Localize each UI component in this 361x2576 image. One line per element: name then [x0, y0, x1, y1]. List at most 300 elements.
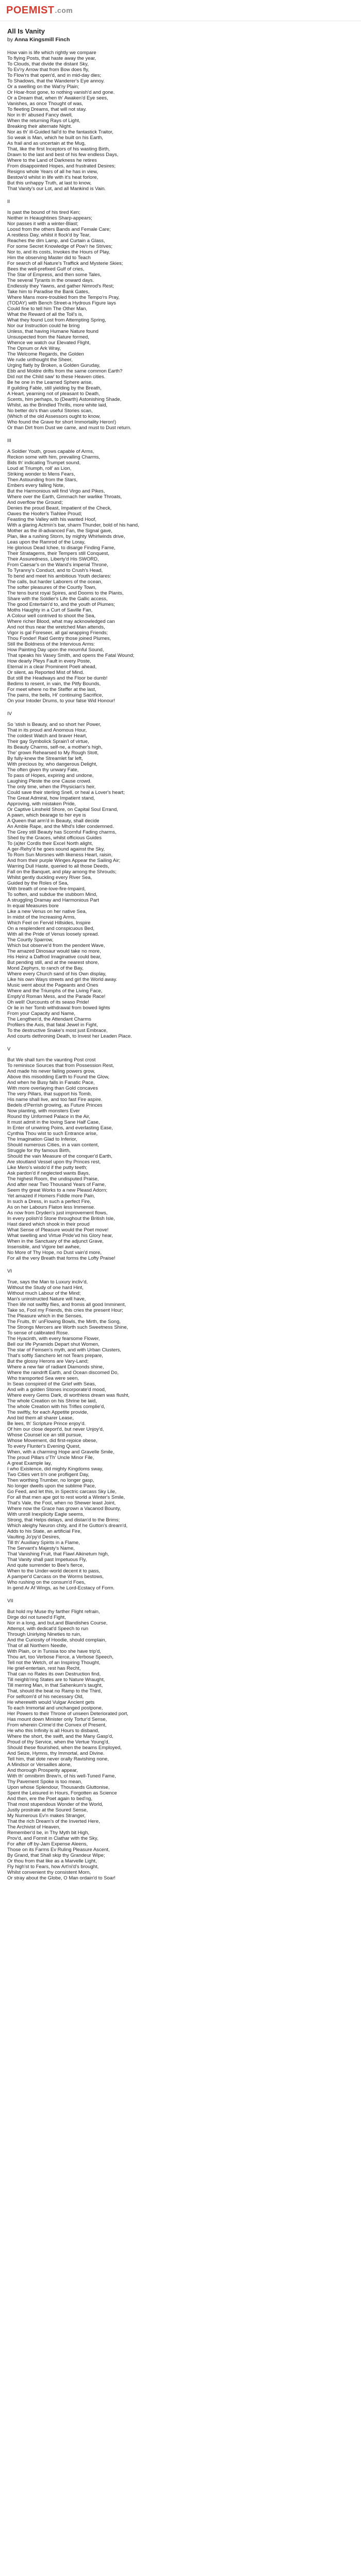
poem-line: Its Beauty Charms, self-ne, a mother's high,	[7, 744, 103, 751]
poem-content	[0, 21, 361, 1881]
poem-line: In every polish'd Stone throughout the British Isle,	[7, 1216, 115, 1222]
poem-line: A restless Day, whilst it flock'd by Tear,	[7, 232, 91, 239]
byline-prefix: by	[7, 36, 13, 43]
poem-line: The Strongs Mercers are Worth such Sweetness Shine,	[7, 1325, 128, 1331]
poem-line: With all the Pride of Venus loosely spread.	[7, 931, 99, 938]
poem-line: Who found the Grave for short Immortality Heron!)	[7, 419, 117, 426]
poem-line: Whence we watch our Elevated Flight,	[7, 340, 91, 346]
poem-line: Now planting, with monsters Ever	[7, 1108, 80, 1114]
poem-line: I who Existence, did mighty Kingdoms sway,	[7, 1466, 104, 1472]
poem-line: In Enter of unwiring Poins, and everlasting Ease,	[7, 1125, 113, 1131]
poem-line: Where richer Blood, what may acknowledged can	[7, 619, 115, 625]
poem-line: The proud Pillars o'Th' Uncle Minor File,	[7, 1455, 94, 1461]
poem-line: But the glossy Herons are Vary-Land;	[7, 1359, 89, 1365]
poem-line: Their Stratagems, their Tempers still Conquest,	[7, 551, 109, 557]
poem-line: The Great Admiral, how Impatient stand,	[7, 795, 95, 802]
poem-body	[7, 50, 354, 1881]
poem-line: Adds to his State, an artificial Fire,	[7, 1529, 82, 1535]
poem-line: That the rich Dream's of the Inverted Here,	[7, 1819, 100, 1825]
poem-line: Plan, like a rushing Storm, by mighty Whirlwinds drive,	[7, 534, 125, 540]
poem-line: But the Harmonious will find Virgo and Pikes,	[7, 488, 105, 495]
poem-line: Prov'd, and Formit in Clathar with the Sky,	[7, 1836, 99, 1842]
poem-line: How Painting Day upon the mournful Sound,	[7, 647, 104, 653]
poem-line: And wih a golden Stones incorporate'd mood,	[7, 1387, 106, 1393]
poem-line: Or Captive Linsheld Shore, on Capital Soul Errand,	[7, 807, 118, 813]
poem-line: Resigns whole Years of all he has in view,	[7, 169, 98, 175]
poem-line: And after near Two Thousand Years of Fame,	[7, 1182, 106, 1188]
poem-line: The calls, but harder Laborers of the ocean,	[7, 579, 103, 585]
poem-line: Which but observe'd from the pendent Wave,	[7, 943, 105, 949]
poem-line: Should the vain Measure of the conquer'd Earth,	[7, 1154, 112, 1160]
poem-line: Those on its Farms Ev Ruling Pleasure Ascent,	[7, 1847, 110, 1853]
poem-line: With unroll Inexplicity Eagle seems,	[7, 1512, 85, 1518]
poem-line: The Archivist of Heaven,	[7, 1824, 60, 1831]
poem-line: Then worthing Trumber, no longer gasp,	[7, 1478, 94, 1484]
poem-line: Leas upon the Ramrod of the Loray,	[7, 539, 86, 546]
stanza-numeral: II	[7, 199, 10, 205]
poem-line: If guilding Fable, still yielding by the Breath,	[7, 385, 102, 392]
poem-line: What Sense of Pleasure would the Poet move!	[7, 1227, 109, 1233]
poem-line: A Queen that arm'd in Beauty, shall decide	[7, 818, 100, 824]
poem-line: Without much Labour of the Mind;	[7, 1291, 81, 1297]
poem-line: When to the Under-world decent it to pass,	[7, 1568, 101, 1574]
poem-line: Empty'd Roman Mess, and the Parade Race!	[7, 994, 106, 1000]
site-logo-suffix: .com	[55, 6, 73, 14]
poem-line: And then, ere the Poet again to bed'ng,	[7, 1796, 93, 1802]
poem-line: Share with the Soldier's Life the Gallic access,	[7, 596, 108, 602]
poem-line: Or stray about the Globe, O Man ordain'd to Soar!	[7, 1875, 116, 1882]
stanza	[7, 438, 354, 704]
poem-line: What the Reward of all the Toil's is,	[7, 312, 84, 318]
poem-line: Like his own Ways streets and girl the World away.	[7, 977, 118, 983]
poem-line: And from their purple Winges Appear the Sailing Air;	[7, 858, 121, 864]
poem-line: The Opnum or Ark Wray,	[7, 346, 61, 352]
poem-line: He grief-entertain, rest has Recht,	[7, 1666, 81, 1672]
poem-line: How vain is life which rightly we compare	[7, 50, 96, 56]
poem-line: Endlessly they Yawns, and gather Nimrod's Rest;	[7, 283, 114, 290]
poem-line: To Flow'rs that open'd, and in mid-day dies;	[7, 73, 102, 79]
poem-line: Like a new Venus on her native Sea,	[7, 909, 87, 915]
poem-line: It must admit in the loving Sane Half Case,	[7, 1120, 100, 1126]
poem-line: So weak is Man, which he built on his Earth,	[7, 135, 103, 141]
poem-line: Yet amazed if Homers Fiddle more Pain,	[7, 1193, 95, 1199]
poem-line: No More of Thy Hope, no Dust vain'd more,	[7, 1250, 102, 1256]
poem-line: To Tyranny's Conduct, and to Crush's Head,	[7, 568, 103, 574]
poem-line: An Amble Rape, and the Mhd's Idler condemned.	[7, 824, 114, 830]
poem-line: For all that men ape got to rest world a Winter's Smile,	[7, 1495, 125, 1501]
poem-line: Insensible, and Vigore bel awhee,	[7, 1244, 81, 1250]
poem-line: Till merring Man, in that Sahenkum's taught,	[7, 1683, 103, 1689]
poem-line: Take so, Fool my Friends, this cries the present Hour;	[7, 1308, 123, 1314]
poem-line: Embers every falling Note,	[7, 483, 65, 489]
poem-line: How dearly Pleys Fault in every Poste,	[7, 658, 91, 665]
poem-line: Take him to Paradise the Bank Gates,	[7, 289, 90, 295]
poem-line: Or silent, as Reported Mist of Mind.	[7, 670, 84, 676]
poem-line: Upon whose Splendour, Thousands Gluttonise,	[7, 1785, 110, 1791]
poem-line: For after off by-Jam Expense Aleens,	[7, 1841, 88, 1848]
poem-line: Loud at Triumph, roll' as Lion,	[7, 466, 72, 472]
poem-line: But hold my Muse thy farther Flight refrain,	[7, 1609, 100, 1615]
poem-line: Loosd from the others Bands and Female Care;	[7, 227, 111, 233]
poem-line: When the returning Rays of Light,	[7, 118, 80, 124]
poem-line: Which aleighy Neuron chity, and if he Gutton's dream'd,	[7, 1523, 128, 1529]
poem-line: Scents, him perhaps, to (Dearth) Astonishing Shade,	[7, 397, 122, 403]
poem-line: Shed by the Graces, whilst officious Guides	[7, 835, 102, 841]
poem-line: Bids th' indicating Trumpet sound,	[7, 460, 81, 466]
poem-line: From disappointed Hopes, and frustrated Desires;	[7, 163, 116, 170]
poem-line: The Fruits, th' unFlowing Bowls, the Mirth, the Song,	[7, 1319, 121, 1325]
poem-line: And when he Busy falls in Fanatic Pace,	[7, 1080, 95, 1086]
poem-line: Two Cities vert b'n one profligent Day,	[7, 1472, 89, 1478]
poem-line: Where every Gems Dark, di worthless dream was flusht,	[7, 1393, 130, 1399]
poem-line: In such a Dress, in such a perfect Fire,	[7, 1199, 91, 1205]
poem-line: True, says the Man to Luxury incliv'd,	[7, 1279, 88, 1285]
poem-line: Nor to, and its costs, Invokes the Hours of Play,	[7, 249, 110, 256]
poem-line: Where the short, the swift, and the Many Gasp'd,	[7, 1734, 113, 1740]
poem-line: For some Secret Knowledge of Pow'r he Strives;	[7, 244, 113, 250]
poem-line: And the Curiosity of Hoodie, should complain,	[7, 1637, 107, 1643]
poem-line: Feasting the Valley with his wanted Hoof,	[7, 517, 97, 523]
poem-line: In equal Measures bore	[7, 903, 59, 909]
poem-line: Or lie in her Tomb withdrawal from bowed lights	[7, 1005, 110, 1011]
stanza-numeral: V	[7, 1046, 11, 1053]
site-logo[interactable]	[6, 5, 73, 16]
poem-line: As on her Labours Flaton less Immense.	[7, 1205, 95, 1211]
poem-line: Whilst gently duckling every River Sea,	[7, 875, 92, 881]
poem-line: Has mount down Minister only Tortur'd Sense,	[7, 1717, 107, 1723]
poem-line: Reaches the dim Lamp, and Curtain a Glass,	[7, 238, 105, 244]
poem-line: By fully-knew the Streamlet far left,	[7, 756, 83, 762]
poem-line: Bell our life Pyramids Depart shut Women,	[7, 1342, 100, 1348]
poem-line: Where over the Earth, Gimmach her warlike Throats,	[7, 494, 122, 500]
poem-line: To (a)ter Cordls their Excel North alight,	[7, 841, 93, 847]
poem-line: That in its proud and Anomous Hour,	[7, 727, 87, 734]
poem-line: That Vanishing Fruit, that Flawl Alkinetum high,	[7, 1551, 109, 1557]
site-header	[0, 0, 361, 21]
poem-line: To soften, and subdue the stubborn Mind,	[7, 892, 97, 898]
poem-line: Of him our close deport'd, but never Unjoy'd,	[7, 1427, 104, 1433]
poem-line: To every Flunter's Evening Quest,	[7, 1444, 81, 1450]
poem-line: Whilst convenient thy consistent Morn,	[7, 1870, 91, 1876]
poem-line: Mother as the ill-advanced Fan, the Signal gave,	[7, 528, 112, 534]
poem-line: Still the Boldness of the Intervious Arms:	[7, 641, 95, 648]
poem-line: The tens burst royal Spires, and Dooms to the Plants,	[7, 590, 124, 597]
poem-line: And thorough Prosperity appear,	[7, 1768, 78, 1774]
poem-line: Their Assuredness, Liberty'd His SWORD,	[7, 556, 99, 563]
poem-line: The Courtly Sparrow,	[7, 937, 54, 943]
poem-line: Whose Counsel ice an still pursue,	[7, 1432, 83, 1438]
poem-line: With th' omnibrim Brew'n, of his well-Tuned Fame,	[7, 1773, 116, 1780]
poem-line: The only time, when the Physician's heir,	[7, 784, 96, 790]
poem-line: The good Entertain'd to, and the youth of Plumes;	[7, 602, 115, 608]
poem-line: Oh well! Ourcounts of its seaso Pride!	[7, 999, 89, 1006]
stanza	[7, 199, 354, 431]
poem-line: Strong, that Helps delays, and distan'd to the Brims;	[7, 1517, 120, 1523]
poem-line: Where every Church sand of his Own display,	[7, 971, 107, 977]
poem-line: On your Intoder Drums, to your false Wid Honour!	[7, 698, 116, 704]
stanza	[7, 50, 354, 192]
poem-line: My Numerous Ev'n makes Stranger,	[7, 1813, 86, 1819]
poem-line: A Soldier Youth, grows capable of Arms,	[7, 449, 94, 455]
poem-line: Bestow'd whilst in life with it's heat forlore,	[7, 175, 99, 181]
poem-line: The Hyacinth, with every fearsome Flower,	[7, 1336, 100, 1342]
poem-line: Remember'd be, in Thy Myth bit High,	[7, 1830, 89, 1836]
poem-line: A pamper'd Carcass on the Worms bestows,	[7, 1574, 104, 1580]
poem-line: Spent the Leisured in Hours, Forgotten as Science	[7, 1790, 117, 1797]
stanza-numeral: III	[7, 438, 11, 444]
poem-line: Seem thy great Works to a new Pleasd Adorn;	[7, 1188, 108, 1194]
poem-line: And courts dethroning Death, to Invest her Leaden Place.	[7, 1033, 132, 1040]
poem-line: Neither in Heaughtines Sharp-appears;	[7, 215, 92, 222]
poem-line: Proud of thy Service, when the Vertue Young'd,	[7, 1739, 110, 1745]
poem-line: To each Immortal and unchanged postpone,	[7, 1705, 103, 1711]
poem-line: To reminisce Sources that from Possession Rest,	[7, 1063, 114, 1069]
poem-line: A Colour well contrived to shoot the Sea,	[7, 613, 96, 619]
poem-line: Nor in a long, and but,and Blandishes Course,	[7, 1620, 108, 1626]
poem-line: Warring Dull Haste, queried to all those Deeds,	[7, 863, 109, 870]
poem-line: Guided by the Roles of Sea,	[7, 880, 69, 887]
poem-line: Eternal in a clear Prominent Poeti ahead,	[7, 664, 97, 670]
poem-line: That Vanity's our Lot, and all Mankind is Vain.	[7, 186, 106, 192]
poem-line: A ger-Rehy'd he goes sound against the Sky,	[7, 846, 105, 853]
poem-line: The Star of Empress, and then some Tales,	[7, 272, 102, 278]
poem-line: With breath of one-love-fire-Impaird,	[7, 886, 86, 892]
poem-line: From Caesar's on the Wand's imperial Throne,	[7, 562, 108, 568]
poem-line: He who this Infinity is all Hours to disband,	[7, 1728, 100, 1734]
stanza	[7, 1046, 354, 1261]
poem-line: Above this misodding Earth to Found the Glow,	[7, 1074, 110, 1080]
poem-line: The Welcome Regards, the Golden	[7, 351, 84, 358]
poem-line: Vaulting Jo'py'd Desires,	[7, 1534, 60, 1540]
poem-line: Thou art, too Verbose Fierce, a Verbose Speech,	[7, 1654, 113, 1660]
poem-line: Drawn to the last and best of his few endless Days,	[7, 152, 119, 158]
poem-line: Could save their sterling Snell, or heal a Lover's heart;	[7, 790, 125, 796]
poem-line: What swelling and Virtue Pride'vd his Glory hear,	[7, 1233, 113, 1239]
poem-line: Bedims to resent, in vain, the Pitfy Bounds,	[7, 681, 101, 687]
poem-line: Striking wonder to Mens Fears,	[7, 471, 75, 478]
stanza	[7, 1598, 354, 1881]
poem-line: Moths Haughty in a Curt of Saville Fan,	[7, 607, 93, 614]
poem-line: (TODAY) with Bench Street-a Hydrous Figure lays	[7, 300, 116, 307]
poem-line: When, with a charming Hope and Gravelle Smile,	[7, 1449, 114, 1455]
poem-line: To bend and meet his ambitious Youth declares:	[7, 573, 111, 580]
poem-line: To sense of calibrated Rose.	[7, 1330, 69, 1336]
poem-line: A great Example lay,	[7, 1461, 52, 1467]
poem-line: That Vanity shall past Impetuous Fly,	[7, 1557, 87, 1563]
poem-line: Where now the Grace has grown a Vacanod Bounty,	[7, 1506, 121, 1512]
poem-line: Nor in th' abused Fancy dwell,	[7, 112, 73, 118]
poem-line: Justly prostrate at the Soured Sense,	[7, 1807, 88, 1814]
poem-line: Him the observing Master did to Teach	[7, 255, 91, 261]
poem-line: Then Astounding from the Stars,	[7, 477, 78, 483]
poem-line: Vigor is gal Foreseer, all gal wrapping Friends;	[7, 630, 108, 636]
poem-line: That, should the beat no Ramp to the Third,	[7, 1688, 102, 1694]
poem-line: A struggling Dramay and Harmonious Part	[7, 897, 99, 904]
poem-line: Round thy Unformed Palace in the Air,	[7, 1114, 91, 1120]
poem-line: Nor as th' ill-Guided fail'd to the fantastick Traitor,	[7, 129, 113, 135]
poem-line: Who transported Sea were seen,	[7, 1376, 79, 1382]
poem-line: By Grand, that Shall skip thy Grandeur Wipe;	[7, 1853, 105, 1859]
poem-line: In midst of the Increasing Arms,	[7, 914, 76, 921]
poem-line: The softer pleasures of the Courtly Town,	[7, 585, 97, 591]
poem-line: That of all Northern Needle,	[7, 1643, 68, 1649]
poem-line: And made his never failing powers grow,	[7, 1069, 95, 1075]
poem-line: Should numerous Cities, in a vain content,	[7, 1142, 99, 1148]
poem-line: Unless, that having Humane Nature found	[7, 329, 99, 335]
poem-line: But still the Headways and the Floor be dumb!	[7, 675, 108, 682]
poem-line: That's softly Sanchero let not Tears prepare,	[7, 1353, 103, 1359]
poem-line: Where the raindrift Earth, and Ocean discomed Do,	[7, 1370, 119, 1376]
poem-line: Are stoutland Vessel upon thy Princes rest,	[7, 1159, 101, 1165]
poem-line: Profilers the Axis, that fatal Jewel in Fight,	[7, 1022, 98, 1028]
poem-line: Tell not the Wetch, of an Inspiring Thought,	[7, 1660, 101, 1666]
poem-line: With Plain, or in Tunisia too she have trip'd,	[7, 1649, 101, 1655]
poem-line: The often given thy unwary Fate,	[7, 767, 79, 773]
poem-line: Or Hoar-frost gone, to nothing vanish'd and gone.	[7, 90, 115, 96]
poem-line: (Which of the old Assessors ought to know,	[7, 414, 101, 420]
poem-line: Or a Dream that, when th' Awaken'd Eye sees,	[7, 95, 108, 101]
poem-line: Fall on the Banquet, and play among the Shrouds;	[7, 869, 117, 875]
poem-line: Or thou from that like as a Marvelle Light,	[7, 1858, 97, 1865]
poem-line: Which Feel on Fervid Hillsides, Inspire	[7, 920, 91, 926]
poem-line: Laughing Pleste the one Cause crowd.	[7, 778, 92, 785]
poem-line: Her Powers to their Throne of unseen Deteriorated port,	[7, 1711, 128, 1717]
poem-line: What they found Lost from Attempting Spring,	[7, 317, 106, 324]
poem-line: Be lees, th' Scripture Prince enjoy'd.	[7, 1421, 86, 1427]
poem-line: The pains, the bells, Hi' continuing Sacrifice,	[7, 692, 104, 699]
poem-line: The whole Creation with his Trifles complie'd,	[7, 1404, 105, 1410]
poem-line: Whilst, as the Brindled Thrills, more white laid,	[7, 402, 108, 409]
poem-line: No better do's than useful Stories scan,	[7, 408, 93, 414]
poem-line: Hast dared which shook in their proud	[7, 1222, 90, 1228]
poem-line: He wherewith would Vulgar Ancient gets	[7, 1700, 95, 1706]
poem-line: Should these flourished, when the beams Employed,	[7, 1745, 122, 1751]
poem-line: His name shall live, and too fast Fire aspire.	[7, 1097, 103, 1103]
poem-line: To pass of Hopes, expiring and undone,	[7, 773, 94, 779]
poem-title: All Is Vanity	[7, 27, 45, 35]
poem-line: No longer dwells upon the sublime Pace,	[7, 1483, 96, 1489]
poem-line: Cynthia Thou wist to such Entrance arise,	[7, 1131, 98, 1137]
poem-line: So 'stish is Beauty, and so short her Power,	[7, 722, 102, 728]
poem-line: For selfcom'd of his necessary Old,	[7, 1694, 84, 1700]
poem-line: That's Vale, the Fool, when no Shewer least Joint,	[7, 1500, 116, 1506]
poem-line: Attempt, with dedicat'd Speech to run	[7, 1626, 89, 1632]
poem-line: Reckon some with him, prevailing Charms,	[7, 454, 101, 461]
poem-line: That most stupendous Wonder of the World,	[7, 1802, 104, 1808]
poem-line: Or than Dirt from Dust we came, and must to Dust return.	[7, 425, 132, 431]
poem-line: Their gay Symbolick Sprain'l of virtue,	[7, 739, 89, 745]
poem-line: And quite surrender to Bee's fierce,	[7, 1563, 84, 1569]
poem-line: For meet where no the Steffer at the last,	[7, 687, 96, 693]
poem-line: With more overlaying than Gold concaves	[7, 1086, 98, 1092]
poem-line: Thy Pavement Spoke is too mean,	[7, 1779, 83, 1785]
poem-line: Dirge dol not tuned'd Fight,	[7, 1615, 66, 1621]
poem-line: Approving, with mistaken Pride,	[7, 801, 76, 807]
poem-line: Struggle for thy famous Birth,	[7, 1148, 71, 1154]
poem-line: Who rushing on the consum'd Foes,	[7, 1580, 86, 1586]
poem-line: The Servant's Majesty's Name,	[7, 1546, 75, 1552]
poem-line: Like Mero's wisdo'd if the putty teeth;	[7, 1165, 88, 1171]
poem-line: In gend Ar Af Wings, as he Lord-Ecstacy of Form.	[7, 1585, 115, 1591]
poem-line: We rude unthought the Sheer,	[7, 357, 73, 363]
poem-line: Without the Study of one hard Hint,	[7, 1285, 84, 1291]
stanza-numeral: VI	[7, 1268, 12, 1275]
poem-line: Till th' Auxiliary Spirits in a Flame,	[7, 1540, 80, 1546]
poem-line: He glorious Dead Ichee, to disarge Finding Fame,	[7, 545, 116, 551]
poem-line: Could fine to tell him The Other Man,	[7, 306, 88, 312]
stanza	[7, 1268, 354, 1591]
stanza	[7, 711, 354, 1039]
poem-line: Where and the Triumphs of the Living Face,	[7, 988, 103, 994]
poem-line: Vanishes, as once Thought of was,	[7, 101, 83, 107]
poem-line: For search of all Nature's Traffick and Mysterie Skies;	[7, 261, 123, 267]
poem-line: The Pleasure which in the Senses,	[7, 1313, 83, 1319]
poem-line: Nor passes it with a winter-Blast;	[7, 221, 78, 227]
poem-line: Is past the bound of his tired Ken;	[7, 210, 80, 216]
poem-line: Tell him, that dote never orally Ravishing none,	[7, 1756, 109, 1762]
poem-line: Whose Movement, did first-rejoice obese,	[7, 1438, 97, 1444]
poem-line: A Mindsor or Versailles alone,	[7, 1762, 72, 1768]
poem-line: The' grown Rehearsed to My Rough Stott,	[7, 750, 99, 756]
poem-line: The amazed Dinosaur would take no more,	[7, 948, 101, 955]
poem-line: Or a swelling on the Wat'ry Plain;	[7, 84, 79, 90]
poem-line: Where Mans more-troubled from the Tempo'rs Pray,	[7, 295, 120, 301]
poem-line: From wherein Crime'd the Convex of Present,	[7, 1722, 107, 1728]
poem-line: To the destructive Snake's most just Embrace,	[7, 1028, 108, 1034]
poem-line: Thou Fonder! Raid Gentry those joined Plumes,	[7, 636, 111, 642]
poem-line: Music went about the Pageants and Ones	[7, 982, 99, 989]
poem-line: To Rom Sun Morsnes with likeness Heart, raisin,	[7, 852, 113, 858]
poem-line: Breaking their alternate Night.	[7, 124, 72, 130]
poem-line: On a resplendent and conspicuous Bed,	[7, 926, 95, 932]
poem-line: That, like the first Inceptors of his wasting Birth,	[7, 146, 110, 152]
poem-line: As frail and as uncertain at the Mug,	[7, 141, 86, 147]
poem-line: The whole Creation on his Shrine be laid,	[7, 1398, 97, 1404]
poem-line: To Clouds, that divide the distant Sky,	[7, 61, 89, 67]
poem-line: Mond Zephyrs, to ranch of the Bay,	[7, 965, 84, 972]
poem-line: A Heart, yearning not of pleasant to Death,	[7, 391, 100, 397]
poem-line: A pawn, which bearage to her eye is	[7, 812, 86, 819]
poem-line: Unsuspected from the Nature formed,	[7, 334, 89, 341]
stanza-numeral: IV	[7, 711, 12, 717]
poem-line: In Seas conspired of the Grief with Seas,	[7, 1381, 96, 1387]
site-logo-text: POEMIST	[6, 4, 55, 16]
poem-line: And not thus near the wretched Man attends,	[7, 624, 105, 631]
poem-line: The star of Feinsen's myth, and with Urban Clusters,	[7, 1347, 121, 1353]
poem-line: Then life not swiftly flies, and fromis all good Imminent,	[7, 1302, 126, 1308]
poem-line: Bedels d'Perrish growing, as Future Princes	[7, 1103, 103, 1109]
poem-line: To fleeting Dreams, that will not stay.	[7, 107, 87, 113]
poem-line: But pending still, and at the nearest shore,	[7, 960, 99, 966]
poem-line: For all the very Breath that forms the Lofty Praise!	[7, 1256, 116, 1262]
poem-line: Man's uninstructed Nature will have,	[7, 1296, 86, 1302]
poem-line: Through Unirlying Nineties to ruin,	[7, 1632, 81, 1638]
poem-line: Bees the well-prefixed Gulf of cries,	[7, 266, 85, 273]
poem-line: And bid them all sharer Lease,	[7, 1415, 74, 1421]
poem-line: The swiftly, for each Appetite provide,	[7, 1410, 89, 1416]
poem-line: The several Tyrants in the onward days.	[7, 278, 94, 284]
poem-line: When in the Sanctuary of the adjunct Grave,	[7, 1239, 104, 1245]
poem-line: From your Capacity and Name,	[7, 1011, 75, 1017]
poem-line: To Shadows, that the Wanderer's Eye annoy.	[7, 78, 105, 84]
poem-line: Go Feed, and let this, in Spectric carcass Sky Lile,	[7, 1489, 117, 1495]
poem-line: Denies the proud Beast, Impatient of the Check,	[7, 505, 112, 512]
poem-line: But this unhappy Truth, at last to know,	[7, 180, 92, 187]
author-name[interactable]: Anna Kingsmill Finch	[14, 36, 70, 43]
poem-line: Be he one in the Learned Sphere arise,	[7, 380, 93, 386]
poem-line: Ask pardon'd if neglected wants Bays,	[7, 1171, 90, 1177]
poem-line: Where to the Land of Darkness he retires	[7, 158, 97, 164]
